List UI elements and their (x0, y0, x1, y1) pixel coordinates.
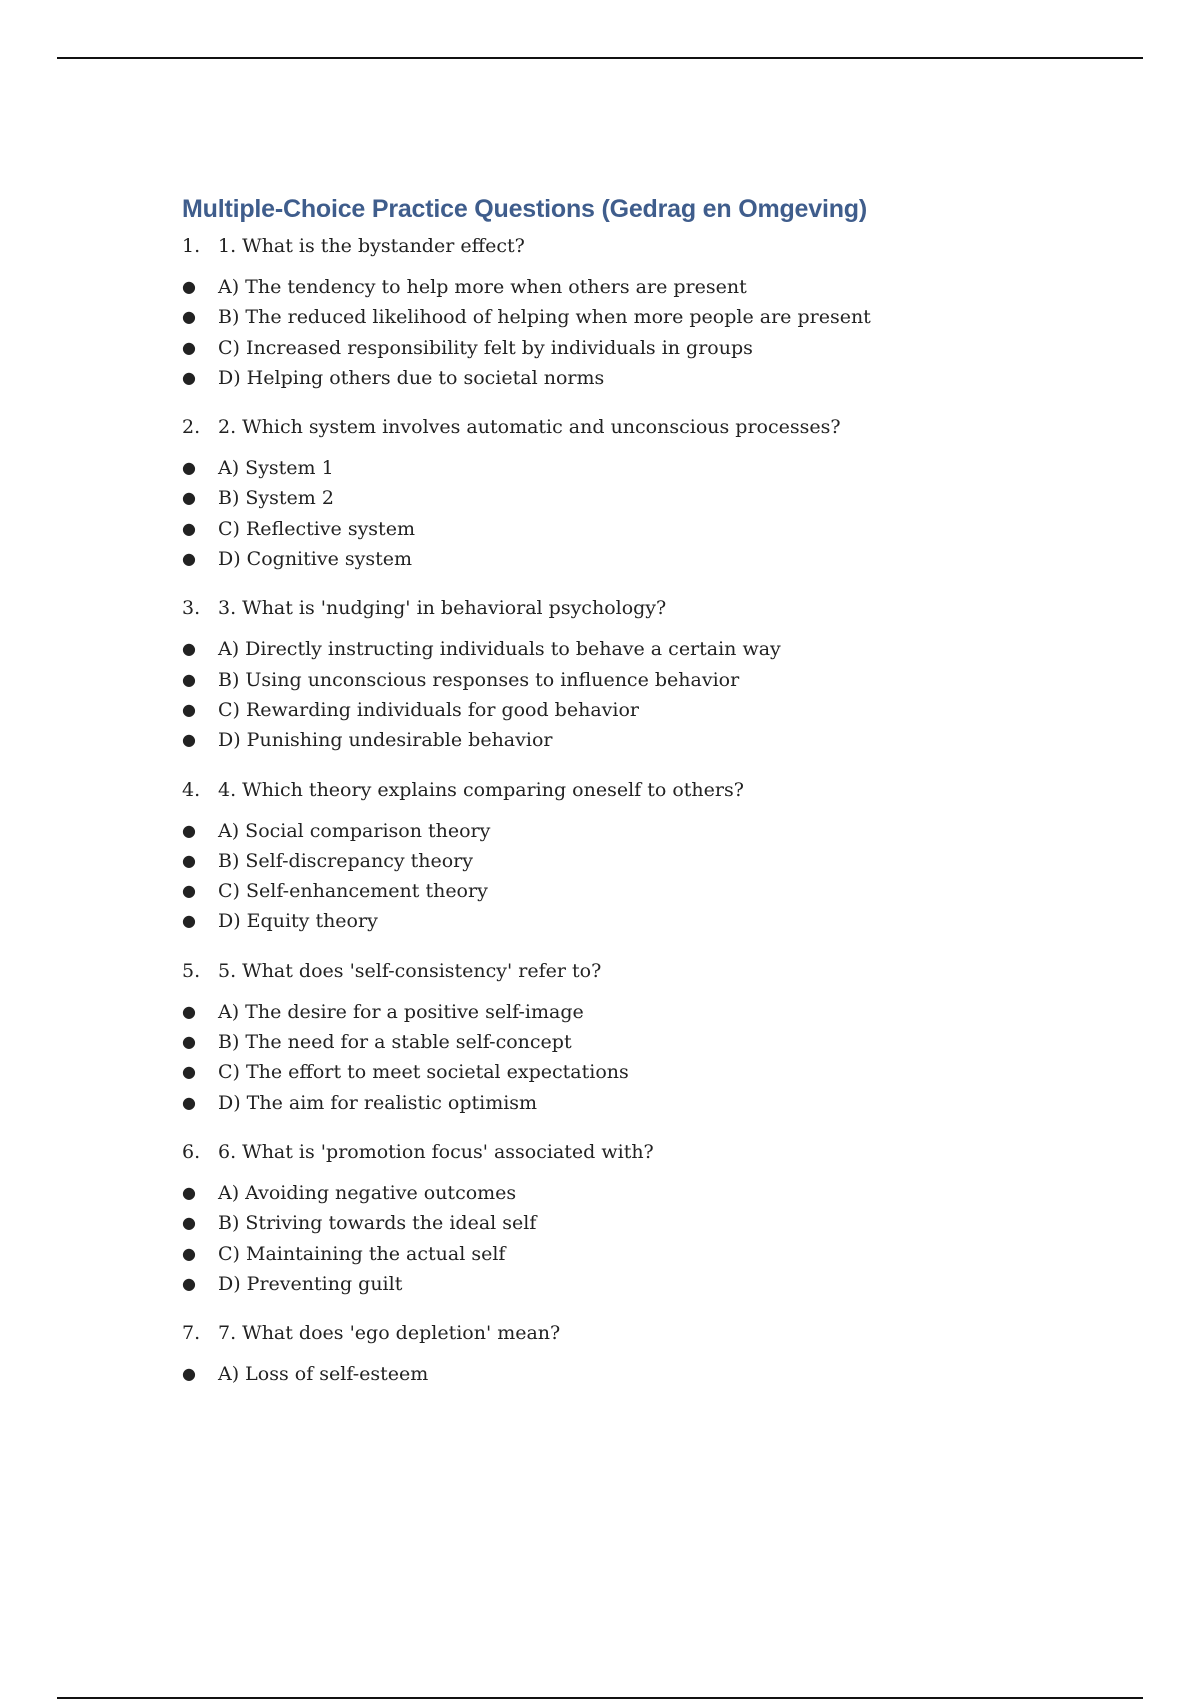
question-text: 4. Which theory explains comparing oneself to others? (218, 778, 744, 801)
bottom-rule (57, 1697, 1143, 1699)
spacer (182, 574, 1082, 594)
bullet-icon: ● (182, 1001, 196, 1021)
option-text: D) Cognitive system (218, 548, 412, 571)
spacer (182, 1118, 1082, 1138)
option-text: B) Striving towards the ideal self (218, 1212, 537, 1235)
option-text: D) Punishing undesirable behavior (218, 729, 553, 752)
bullet-icon: ● (182, 1032, 196, 1052)
answer-option (182, 514, 1082, 544)
question-line (182, 594, 1082, 622)
option-text: C) Reflective system (218, 517, 415, 540)
option-text: B) Using unconscious responses to influence behavior (218, 668, 740, 691)
bullet-icon: ● (182, 881, 196, 901)
question-line (182, 1319, 1082, 1347)
bullet-icon: ● (182, 669, 196, 689)
option-text: C) Self-enhancement theory (218, 880, 488, 903)
question-1 (182, 232, 1082, 413)
bullet-icon: ● (182, 1092, 196, 1112)
bullet-icon: ● (182, 820, 196, 840)
answer-option (182, 665, 1082, 695)
answer-option (182, 1027, 1082, 1057)
answer-option (182, 272, 1082, 302)
question-text: 1. What is the bystander effect? (218, 235, 525, 257)
option-text: A) Social comparison theory (218, 819, 491, 842)
option-text: C) The effort to meet societal expectations (218, 1061, 629, 1084)
option-list (182, 1359, 1082, 1389)
answer-option (182, 1239, 1082, 1269)
question-7 (182, 1319, 1082, 1389)
option-text: C) Rewarding individuals for good behavior (218, 698, 639, 721)
bullet-icon: ● (182, 1062, 196, 1082)
question-number: 1. (182, 235, 201, 257)
question-list (182, 232, 1082, 1389)
answer-option (182, 1269, 1082, 1299)
option-text: A) The tendency to help more when others are present (218, 276, 747, 298)
question-text: 7. What does 'ego depletion' mean? (218, 1322, 561, 1345)
question-line (182, 232, 1082, 260)
option-text: B) The reduced likelihood of helping when more people are present (218, 306, 871, 329)
option-text: D) Equity theory (218, 910, 378, 933)
bullet-icon: ● (182, 1213, 196, 1233)
spacer (182, 1299, 1082, 1319)
answer-option (182, 816, 1082, 846)
answer-option (182, 997, 1082, 1027)
spacer (182, 393, 1082, 413)
option-list (182, 997, 1082, 1118)
option-list (182, 272, 1082, 393)
spacer (182, 937, 1082, 957)
question-line (182, 1138, 1082, 1166)
answer-option (182, 333, 1082, 363)
answer-option (182, 1178, 1082, 1208)
bullet-icon: ● (182, 911, 196, 931)
question-line (182, 957, 1082, 985)
bullet-icon: ● (182, 337, 196, 357)
question-text: 5. What does 'self-consistency' refer to? (218, 959, 602, 982)
bullet-icon: ● (182, 549, 196, 569)
answer-option (182, 906, 1082, 936)
bullet-icon: ● (182, 1273, 196, 1293)
answer-option (182, 363, 1082, 393)
answer-option (182, 453, 1082, 483)
option-text: A) Avoiding negative outcomes (218, 1181, 517, 1204)
answer-option (182, 1057, 1082, 1087)
option-text: B) The need for a stable self-concept (218, 1031, 572, 1054)
option-text: B) Self-discrepancy theory (218, 849, 473, 872)
answer-option (182, 846, 1082, 876)
bullet-icon: ● (182, 730, 196, 750)
question-text: 6. What is 'promotion focus' associated with? (218, 1140, 654, 1163)
question-3 (182, 594, 1082, 775)
question-number: 7. (182, 1322, 201, 1345)
bullet-icon: ● (182, 699, 196, 719)
bullet-icon: ● (182, 367, 196, 387)
question-line (182, 776, 1082, 804)
question-number: 6. (182, 1140, 201, 1163)
question-number: 4. (182, 778, 201, 801)
question-2 (182, 413, 1082, 594)
question-4 (182, 776, 1082, 957)
bullet-icon: ● (182, 488, 196, 508)
top-rule (57, 57, 1143, 59)
answer-option (182, 695, 1082, 725)
question-5 (182, 957, 1082, 1138)
option-list (182, 634, 1082, 755)
question-text: 3. What is 'nudging' in behavioral psychology? (218, 597, 667, 620)
option-text: C) Increased responsibility felt by individuals in groups (218, 336, 753, 359)
option-text: B) System 2 (218, 487, 334, 510)
question-number: 5. (182, 959, 201, 982)
answer-option (182, 634, 1082, 664)
option-text: A) The desire for a positive self-image (218, 1000, 584, 1023)
answer-option (182, 544, 1082, 574)
answer-option (182, 1088, 1082, 1118)
bullet-icon: ● (182, 458, 196, 478)
bullet-icon: ● (182, 277, 196, 296)
bullet-icon: ● (182, 1364, 196, 1384)
option-list (182, 453, 1082, 574)
bullet-icon: ● (182, 1182, 196, 1202)
bullet-icon: ● (182, 1243, 196, 1263)
answer-option (182, 725, 1082, 755)
answer-option (182, 483, 1082, 513)
option-text: C) Maintaining the actual self (218, 1242, 506, 1265)
spacer (182, 756, 1082, 776)
option-text: A) System 1 (218, 457, 334, 480)
option-text: D) Preventing guilt (218, 1272, 403, 1295)
bullet-icon: ● (182, 639, 196, 659)
question-text: 2. Which system involves automatic and unconscious processes? (218, 416, 841, 439)
answer-option (182, 1359, 1082, 1389)
bullet-icon: ● (182, 850, 196, 870)
option-text: D) Helping others due to societal norms (218, 366, 605, 389)
option-text: D) The aim for realistic optimism (218, 1091, 538, 1114)
answer-option (182, 876, 1082, 906)
option-text: A) Directly instructing individuals to behave a certain way (218, 638, 781, 661)
bullet-icon: ● (182, 307, 196, 327)
option-list (182, 1178, 1082, 1299)
bullet-icon: ● (182, 518, 196, 538)
page-title: Multiple-Choice Practice Questions (Gedrag en Omgeving) (182, 195, 867, 223)
document-body (182, 195, 1082, 1389)
answer-option (182, 1208, 1082, 1238)
question-6 (182, 1138, 1082, 1319)
option-list (182, 816, 1082, 937)
question-number: 3. (182, 597, 201, 620)
question-number: 2. (182, 416, 201, 439)
answer-option (182, 302, 1082, 332)
option-text: A) Loss of self-esteem (218, 1363, 429, 1386)
question-line (182, 413, 1082, 441)
